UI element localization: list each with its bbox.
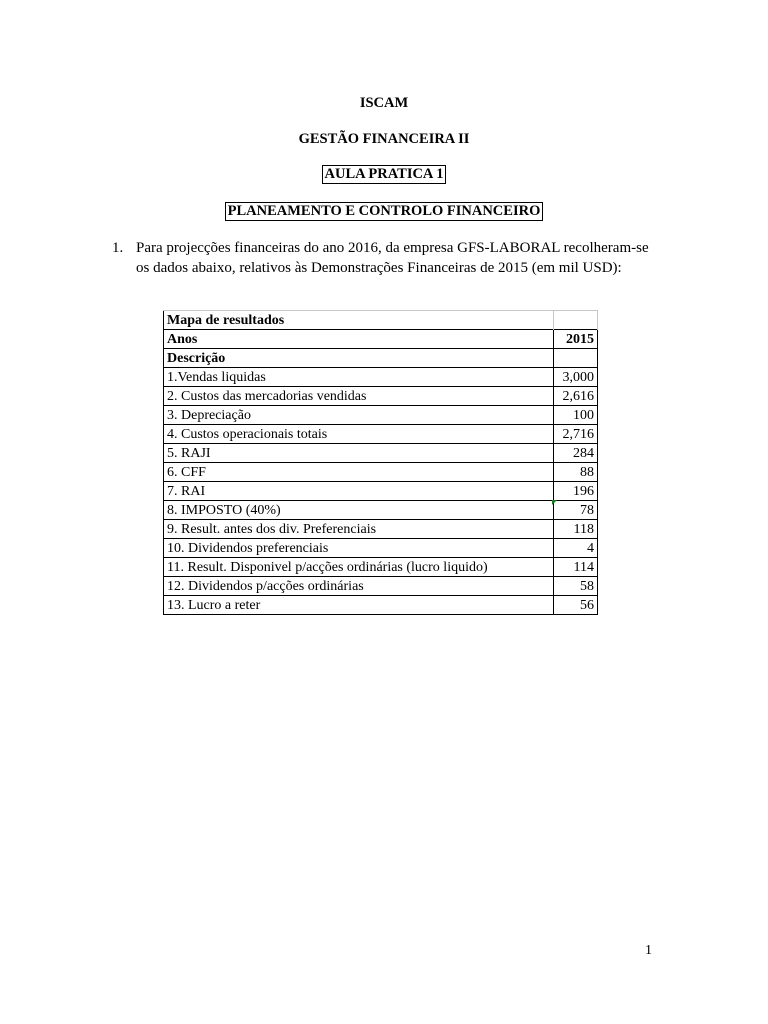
institution-title — [0, 94, 768, 112]
years-label: Anos — [164, 330, 554, 349]
row-label: 10. Dividendos preferenciais — [164, 539, 554, 558]
row-value: 100 — [554, 406, 598, 425]
row-label: 8. IMPOSTO (40%) — [164, 501, 554, 520]
row-label: 7. RAI — [164, 482, 554, 501]
row-label: 1.Vendas liquidas — [164, 368, 554, 387]
row-value: 118 — [554, 520, 598, 539]
row-label: 12. Dividendos p/acções ordinárias — [164, 577, 554, 596]
row-value: 284 — [554, 444, 598, 463]
table-title: Mapa de resultados — [164, 311, 554, 330]
table-row — [164, 387, 598, 406]
institution-title-text: ISCAM — [359, 95, 409, 111]
table-row — [164, 406, 598, 425]
cell-comment-indicator — [552, 500, 557, 505]
topic-title — [0, 202, 768, 221]
row-value: 88 — [554, 463, 598, 482]
description-label: Descrição — [164, 349, 554, 368]
table-row — [164, 463, 598, 482]
description-row — [164, 349, 598, 368]
lesson-title-text: AULA PRATICA 1 — [322, 165, 447, 184]
table-row — [164, 425, 598, 444]
row-label: 4. Custos operacionais totais — [164, 425, 554, 444]
table-title-row — [164, 311, 598, 330]
table-row — [164, 596, 598, 615]
row-value: 56 — [554, 596, 598, 615]
table-row — [164, 520, 598, 539]
row-value: 2,716 — [554, 425, 598, 444]
row-label: 11. Result. Disponivel p/acções ordinárias (lucro liquido) — [164, 558, 554, 577]
row-label: 3. Depreciação — [164, 406, 554, 425]
row-value: 4 — [554, 539, 598, 558]
row-value: 3,000 — [554, 368, 598, 387]
topic-title-text: PLANEAMENTO E CONTROLO FINANCEIRO — [225, 202, 544, 221]
table-row — [164, 444, 598, 463]
row-label: 6. CFF — [164, 463, 554, 482]
course-title — [0, 130, 768, 148]
table-title-empty-cell — [554, 311, 598, 330]
question-number: 1. — [112, 240, 124, 256]
table-row — [164, 558, 598, 577]
course-title-text: GESTÃO FINANCEIRA II — [298, 131, 470, 147]
table-row — [164, 501, 598, 520]
row-label: 2. Custos das mercadorias vendidas — [164, 387, 554, 406]
description-empty-cell — [554, 349, 598, 368]
table-row — [164, 577, 598, 596]
row-value: 78 — [554, 501, 598, 520]
row-value: 114 — [554, 558, 598, 577]
question-text — [136, 238, 666, 278]
row-value: 196 — [554, 482, 598, 501]
years-row — [164, 330, 598, 349]
row-value: 2,616 — [554, 387, 598, 406]
income-statement-table — [163, 310, 598, 615]
row-label: 13. Lucro a reter — [164, 596, 554, 615]
row-label: 5. RAJI — [164, 444, 554, 463]
table-row — [164, 539, 598, 558]
table-row — [164, 482, 598, 501]
row-value: 58 — [554, 577, 598, 596]
row-label: 9. Result. antes dos div. Preferenciais — [164, 520, 554, 539]
table-row — [164, 368, 598, 387]
question-line-1: Para projecções financeiras do ano 2016, da empresa GFS-LABORAL recolheram-se — [136, 240, 649, 256]
year-header: 2015 — [554, 330, 598, 349]
lesson-title — [0, 165, 768, 184]
page-number: 1 — [645, 943, 652, 958]
question-line-2: os dados abaixo, relativos às Demonstrações Financeiras de 2015 (em mil USD): — [136, 260, 622, 276]
